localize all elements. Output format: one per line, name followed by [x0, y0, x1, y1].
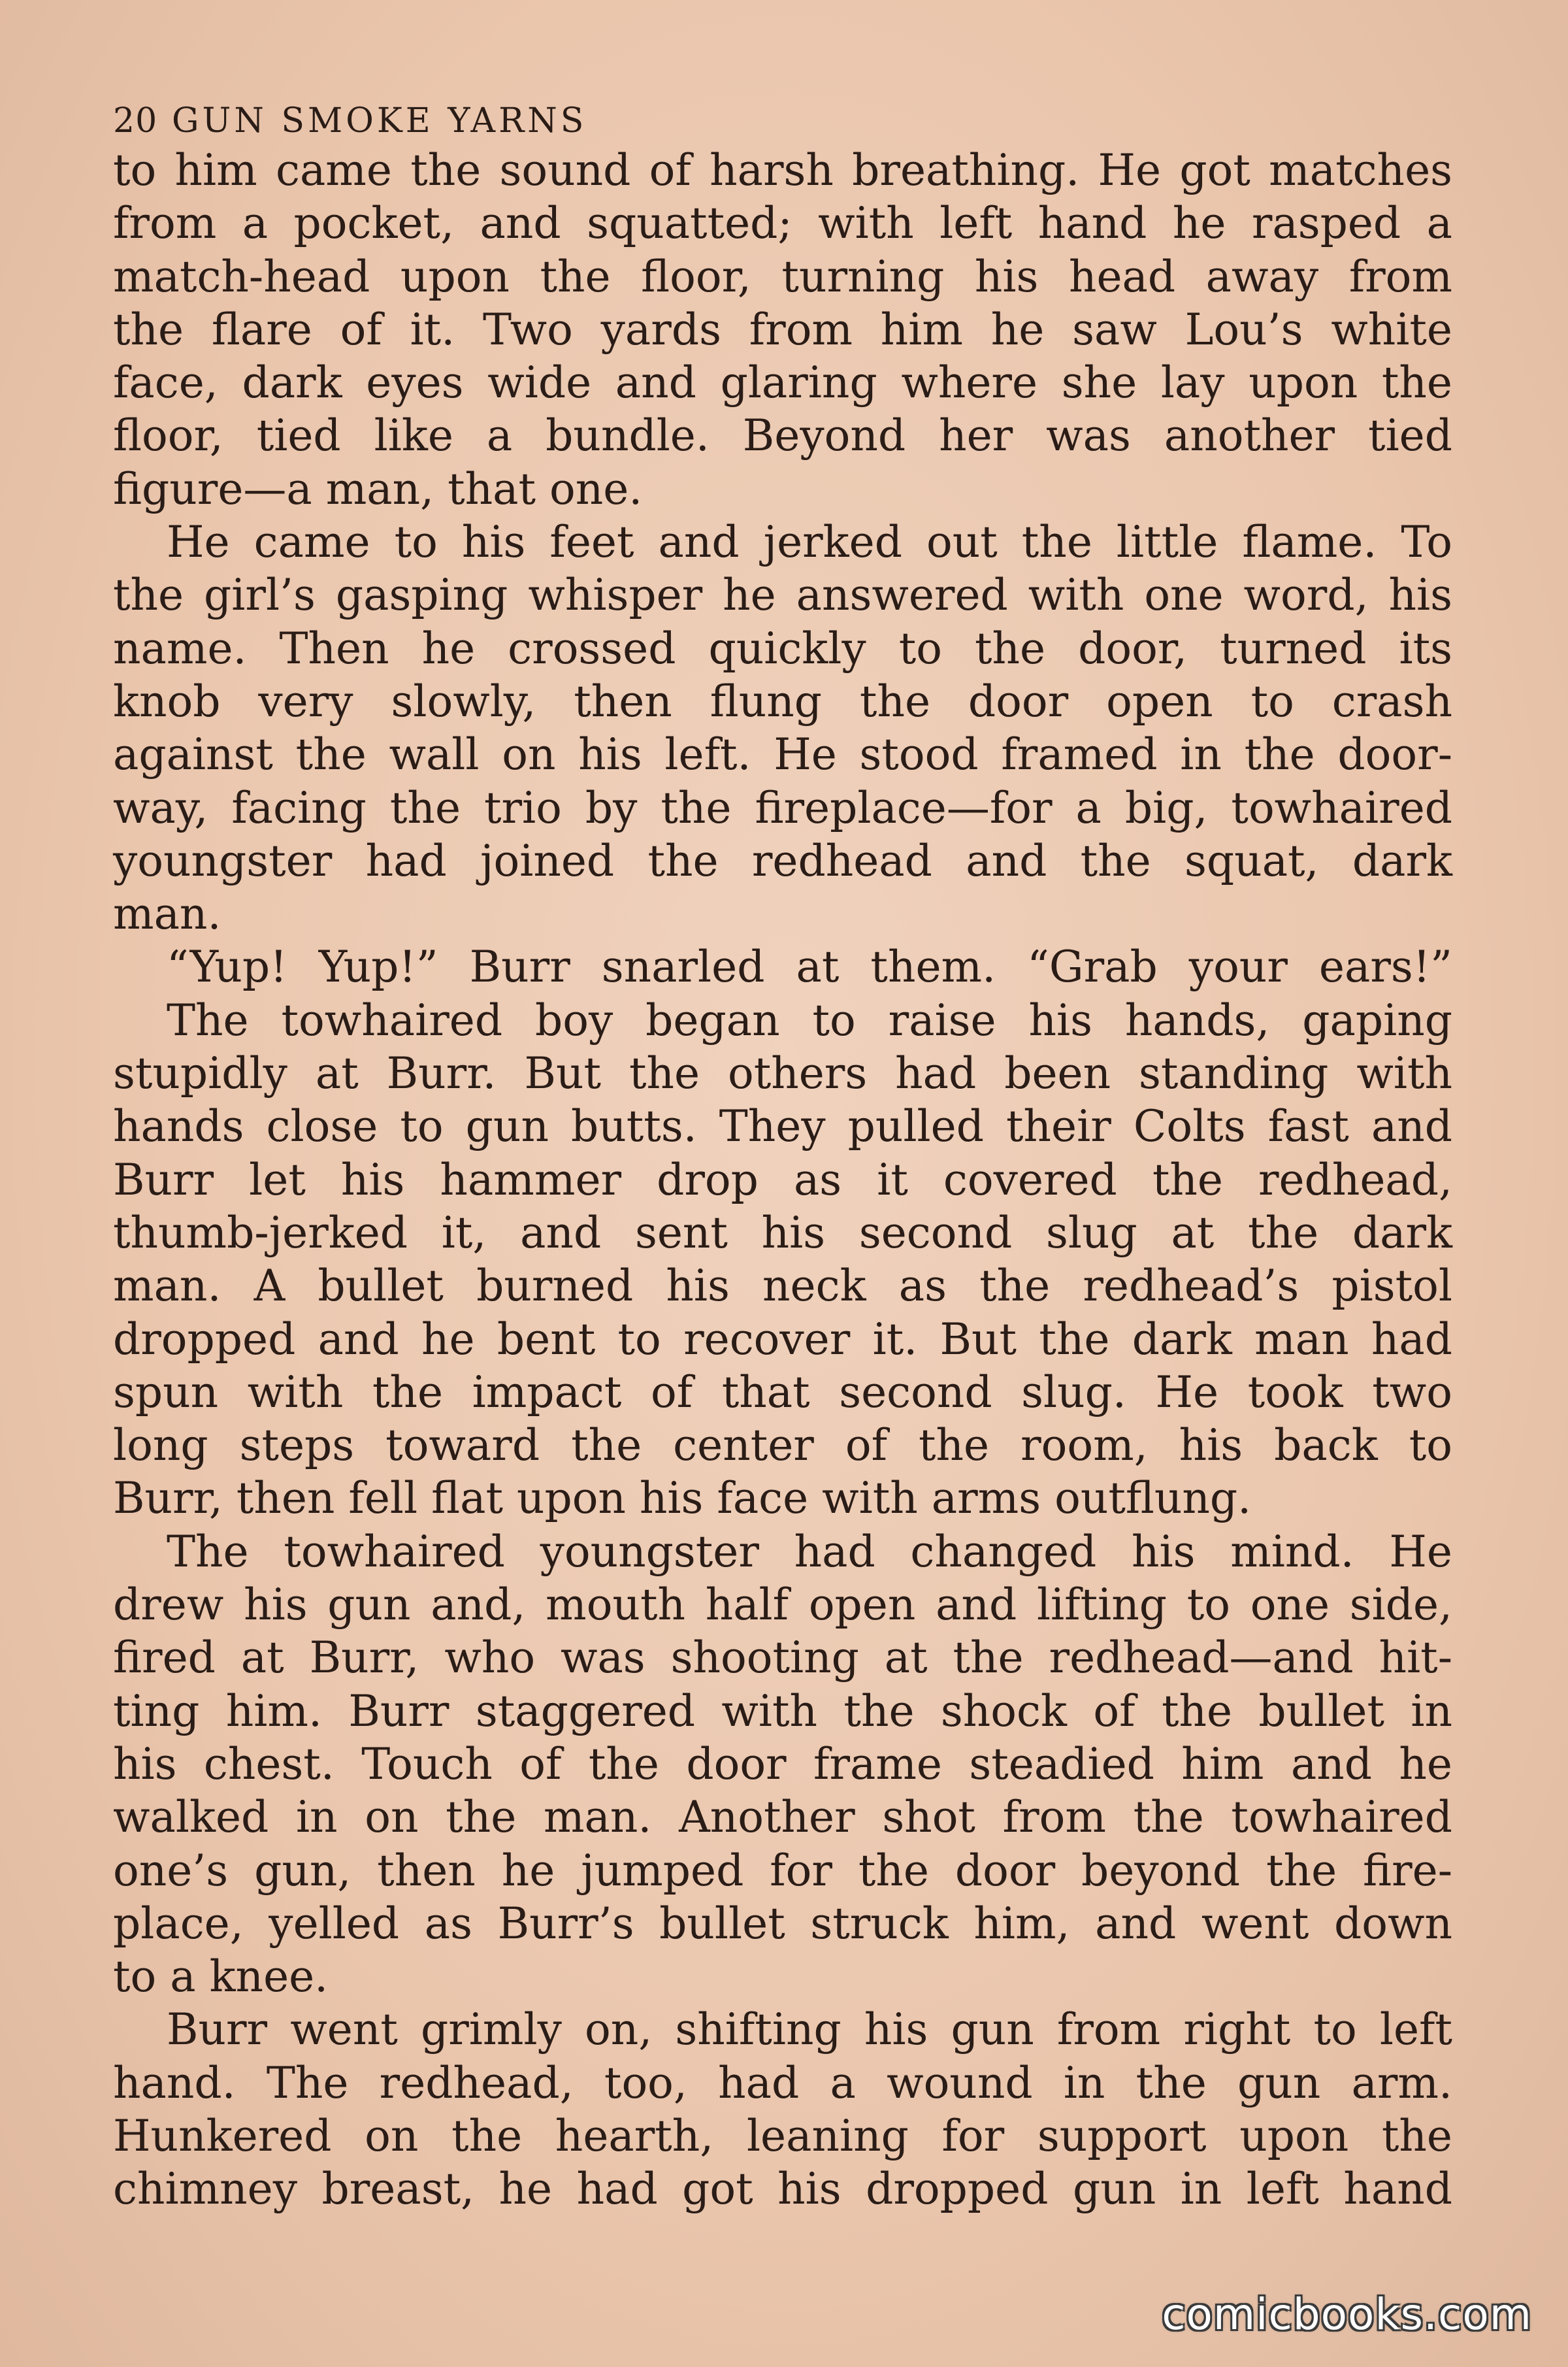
text-line: ting him. Burr staggered with the shock of the bullet in: [113, 1685, 1452, 1736]
text-line: The towhaired boy began to raise his hands, gaping: [167, 995, 1452, 1046]
text-line: face, dark eyes wide and glaring where she lay upon the: [113, 357, 1452, 408]
text-line: chimney breast, he had got his dropped gun in left hand: [113, 2164, 1452, 2215]
text-line: Hunkered on the hearth, leaning for support upon the: [113, 2110, 1452, 2161]
text-line: man. A bullet burned his neck as the redhead’s pistol: [113, 1261, 1452, 1312]
running-title: GUN SMOKE YARNS: [172, 101, 587, 141]
text-line: match-head upon the floor, turning his head away from: [113, 251, 1452, 302]
text-line: spun with the impact of that second slug. He took two: [113, 1366, 1452, 1417]
body-text: [113, 144, 1452, 2216]
watermark-logo: comicbooks.com: [1162, 2289, 1532, 2340]
text-line: one’s gun, then he jumped for the door beyond the fire-: [113, 1845, 1452, 1896]
text-line: walked in on the man. Another shot from the towhaired: [113, 1792, 1452, 1843]
text-line: the girl’s gasping whisper he answered with one word, his: [113, 570, 1452, 621]
text-line: long steps toward the center of the room, his back to: [113, 1420, 1452, 1471]
text-line: “Yup! Yup!” Burr snarled at them. “Grab your ears!”: [167, 942, 1452, 993]
text-line: Burr, then fell flat upon his face with arms outflung.: [113, 1473, 1252, 1524]
text-line: against the wall on his left. He stood framed in the door-: [113, 729, 1452, 780]
page-number: 20: [113, 101, 158, 141]
text-line: drew his gun and, mouth half open and lifting to one side,: [113, 1580, 1452, 1630]
text-line: dropped and he bent to recover it. But the dark man had: [113, 1314, 1452, 1365]
text-line: to him came the sound of harsh breathing. He got matches: [113, 145, 1452, 195]
text-line: his chest. Touch of the door frame steadied him and he: [113, 1738, 1452, 1789]
text-line: floor, tied like a bundle. Beyond her was another tied: [113, 410, 1452, 461]
text-line: hands close to gun butts. They pulled their Colts fast and: [113, 1101, 1452, 1152]
text-line: way, facing the trio by the fireplace—for a big, towhaired: [113, 782, 1452, 833]
text-line: man.: [113, 889, 221, 940]
text-line: The towhaired youngster had changed his mind. He: [167, 1526, 1452, 1577]
text-line: fired at Burr, who was shooting at the redhead—and hit-: [113, 1632, 1452, 1683]
text-line: from a pocket, and squatted; with left hand he rasped a: [113, 198, 1452, 249]
running-head: [113, 98, 1452, 144]
text-line: Burr went grimly on, shifting his gun from right to left: [167, 2004, 1452, 2055]
page-text-block: [113, 98, 1452, 2216]
text-line: name. Then he crossed quickly to the door, turned its: [113, 623, 1452, 674]
text-line: figure—a man, that one.: [113, 463, 643, 514]
text-line: He came to his feet and jerked out the little flame. To: [167, 517, 1452, 568]
text-line: Burr let his hammer drop as it covered the redhead,: [113, 1154, 1452, 1205]
text-line: knob very slowly, then flung the door open to crash: [113, 676, 1452, 727]
text-line: thumb-jerked it, and sent his second slug at the dark: [113, 1207, 1452, 1258]
text-line: place, yelled as Burr’s bullet struck him, and went down: [113, 1898, 1452, 1949]
text-line: to a knee.: [113, 1951, 329, 2002]
text-line: hand. The redhead, too, had a wound in the gun arm.: [113, 2057, 1452, 2108]
text-line: stupidly at Burr. But the others had been standing with: [113, 1048, 1452, 1099]
text-line: the flare of it. Two yards from him he saw Lou’s white: [113, 304, 1452, 355]
text-line: youngster had joined the redhead and the squat, dark: [113, 835, 1452, 886]
